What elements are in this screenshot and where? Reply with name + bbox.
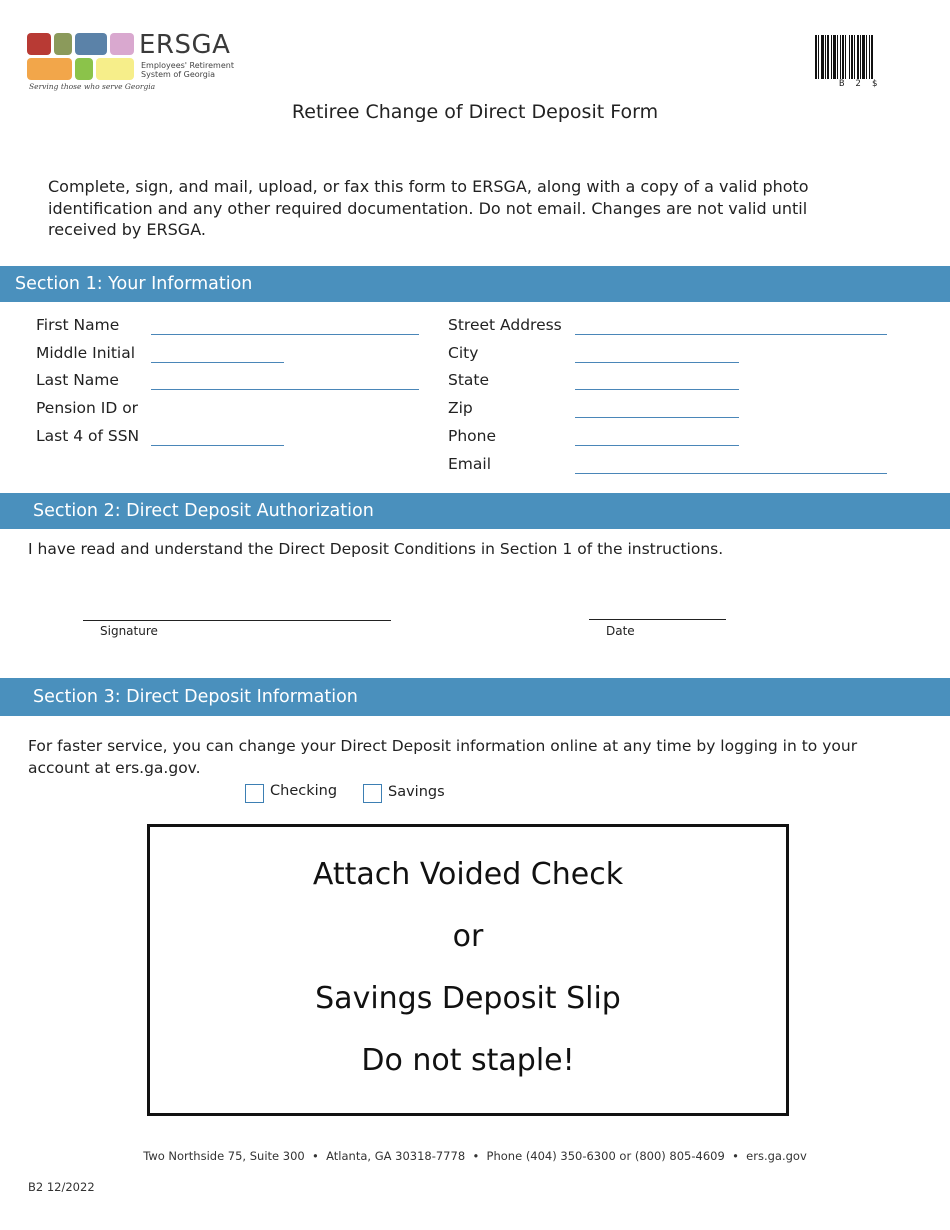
section-2-header: Section 2: Direct Deposit Authorization bbox=[0, 493, 950, 529]
first-name-label: First Name bbox=[36, 316, 120, 334]
last-name-label: Last Name bbox=[36, 371, 119, 389]
section-1-header: Section 1: Your Information bbox=[0, 266, 950, 302]
ssn-label: Last 4 of SSN bbox=[36, 427, 140, 445]
state-field[interactable] bbox=[575, 389, 739, 390]
logo-block-pink bbox=[110, 33, 134, 55]
logo-block-blue bbox=[75, 33, 107, 55]
form-code: B2 12/2022 bbox=[28, 1180, 95, 1194]
form-title: Retiree Change of Direct Deposit Form bbox=[291, 101, 659, 123]
barcode-text: B2$ bbox=[839, 79, 889, 89]
savings-checkbox[interactable] bbox=[363, 784, 382, 803]
logo-block-orange bbox=[27, 58, 72, 80]
logo-block-red bbox=[27, 33, 51, 55]
signature-field[interactable] bbox=[83, 620, 391, 621]
savings-label: Savings bbox=[388, 784, 445, 800]
footer-address: Two Northside 75, Suite 300 • Atlanta, GA 30318-7778 • Phone (404) 350-6300 or (800) 805-4609 • ers.ga.gov bbox=[143, 1149, 807, 1163]
zip-label: Zip bbox=[448, 399, 473, 417]
logo-subtitle-1: Employees' Retirement bbox=[141, 61, 234, 70]
date-label: Date bbox=[606, 624, 635, 638]
zip-field[interactable] bbox=[575, 417, 739, 418]
barcode bbox=[815, 35, 888, 89]
intro-text: Complete, sign, and mail, upload, or fax this form to ERSGA, along with a copy of a valid photo identification and any other required documentation. Do not email. Changes are not valid until received by ERSGA. bbox=[48, 177, 809, 239]
street-address-field[interactable] bbox=[575, 334, 887, 335]
checking-checkbox[interactable] bbox=[245, 784, 264, 803]
street-address-label: Street Address bbox=[448, 316, 562, 334]
phone-label: Phone bbox=[448, 427, 497, 445]
attach-voided-check-text: Attach Voided Check bbox=[312, 857, 624, 892]
logo-block-olive bbox=[54, 33, 72, 55]
authorization-statement: I have read and understand the Direct Deposit Conditions in Section 1 of the instructions. bbox=[28, 540, 724, 558]
logo-tagline: Serving those who serve Georgia bbox=[29, 82, 156, 91]
pension-id-ssn-field[interactable] bbox=[151, 445, 284, 446]
logo-name: ERSGA bbox=[139, 30, 231, 60]
attach-deposit-slip-text: Savings Deposit Slip bbox=[315, 981, 621, 1016]
phone-field[interactable] bbox=[575, 445, 739, 446]
checking-label: Checking bbox=[270, 783, 338, 799]
signature-label: Signature bbox=[100, 624, 158, 638]
last-name-field[interactable] bbox=[151, 389, 419, 390]
ersga-logo bbox=[27, 30, 242, 95]
first-name-field[interactable] bbox=[151, 334, 419, 335]
logo-block-green bbox=[75, 58, 93, 80]
city-label: City bbox=[448, 344, 479, 362]
date-field[interactable] bbox=[589, 619, 726, 620]
logo-block-yellow bbox=[96, 58, 134, 80]
state-label: State bbox=[448, 371, 490, 389]
barcode-bar bbox=[873, 35, 874, 79]
middle-initial-field[interactable] bbox=[151, 362, 284, 363]
barcode-bars bbox=[815, 35, 888, 79]
attach-check-area bbox=[147, 824, 789, 1116]
online-note: For faster service, you can change your Direct Deposit information online at any time by logging in to your account at ers.ga.gov. bbox=[28, 737, 858, 777]
city-field[interactable] bbox=[575, 362, 739, 363]
do-not-staple-text: Do not staple! bbox=[361, 1043, 575, 1078]
logo-subtitle-2: System of Georgia bbox=[141, 70, 215, 79]
attach-or-text: or bbox=[452, 919, 484, 954]
email-field[interactable] bbox=[575, 473, 887, 474]
email-label: Email bbox=[448, 455, 492, 473]
pension-id-label: Pension ID or bbox=[36, 399, 139, 417]
section-3-header: Section 3: Direct Deposit Information bbox=[0, 678, 950, 716]
middle-initial-label: Middle Initial bbox=[36, 344, 136, 362]
